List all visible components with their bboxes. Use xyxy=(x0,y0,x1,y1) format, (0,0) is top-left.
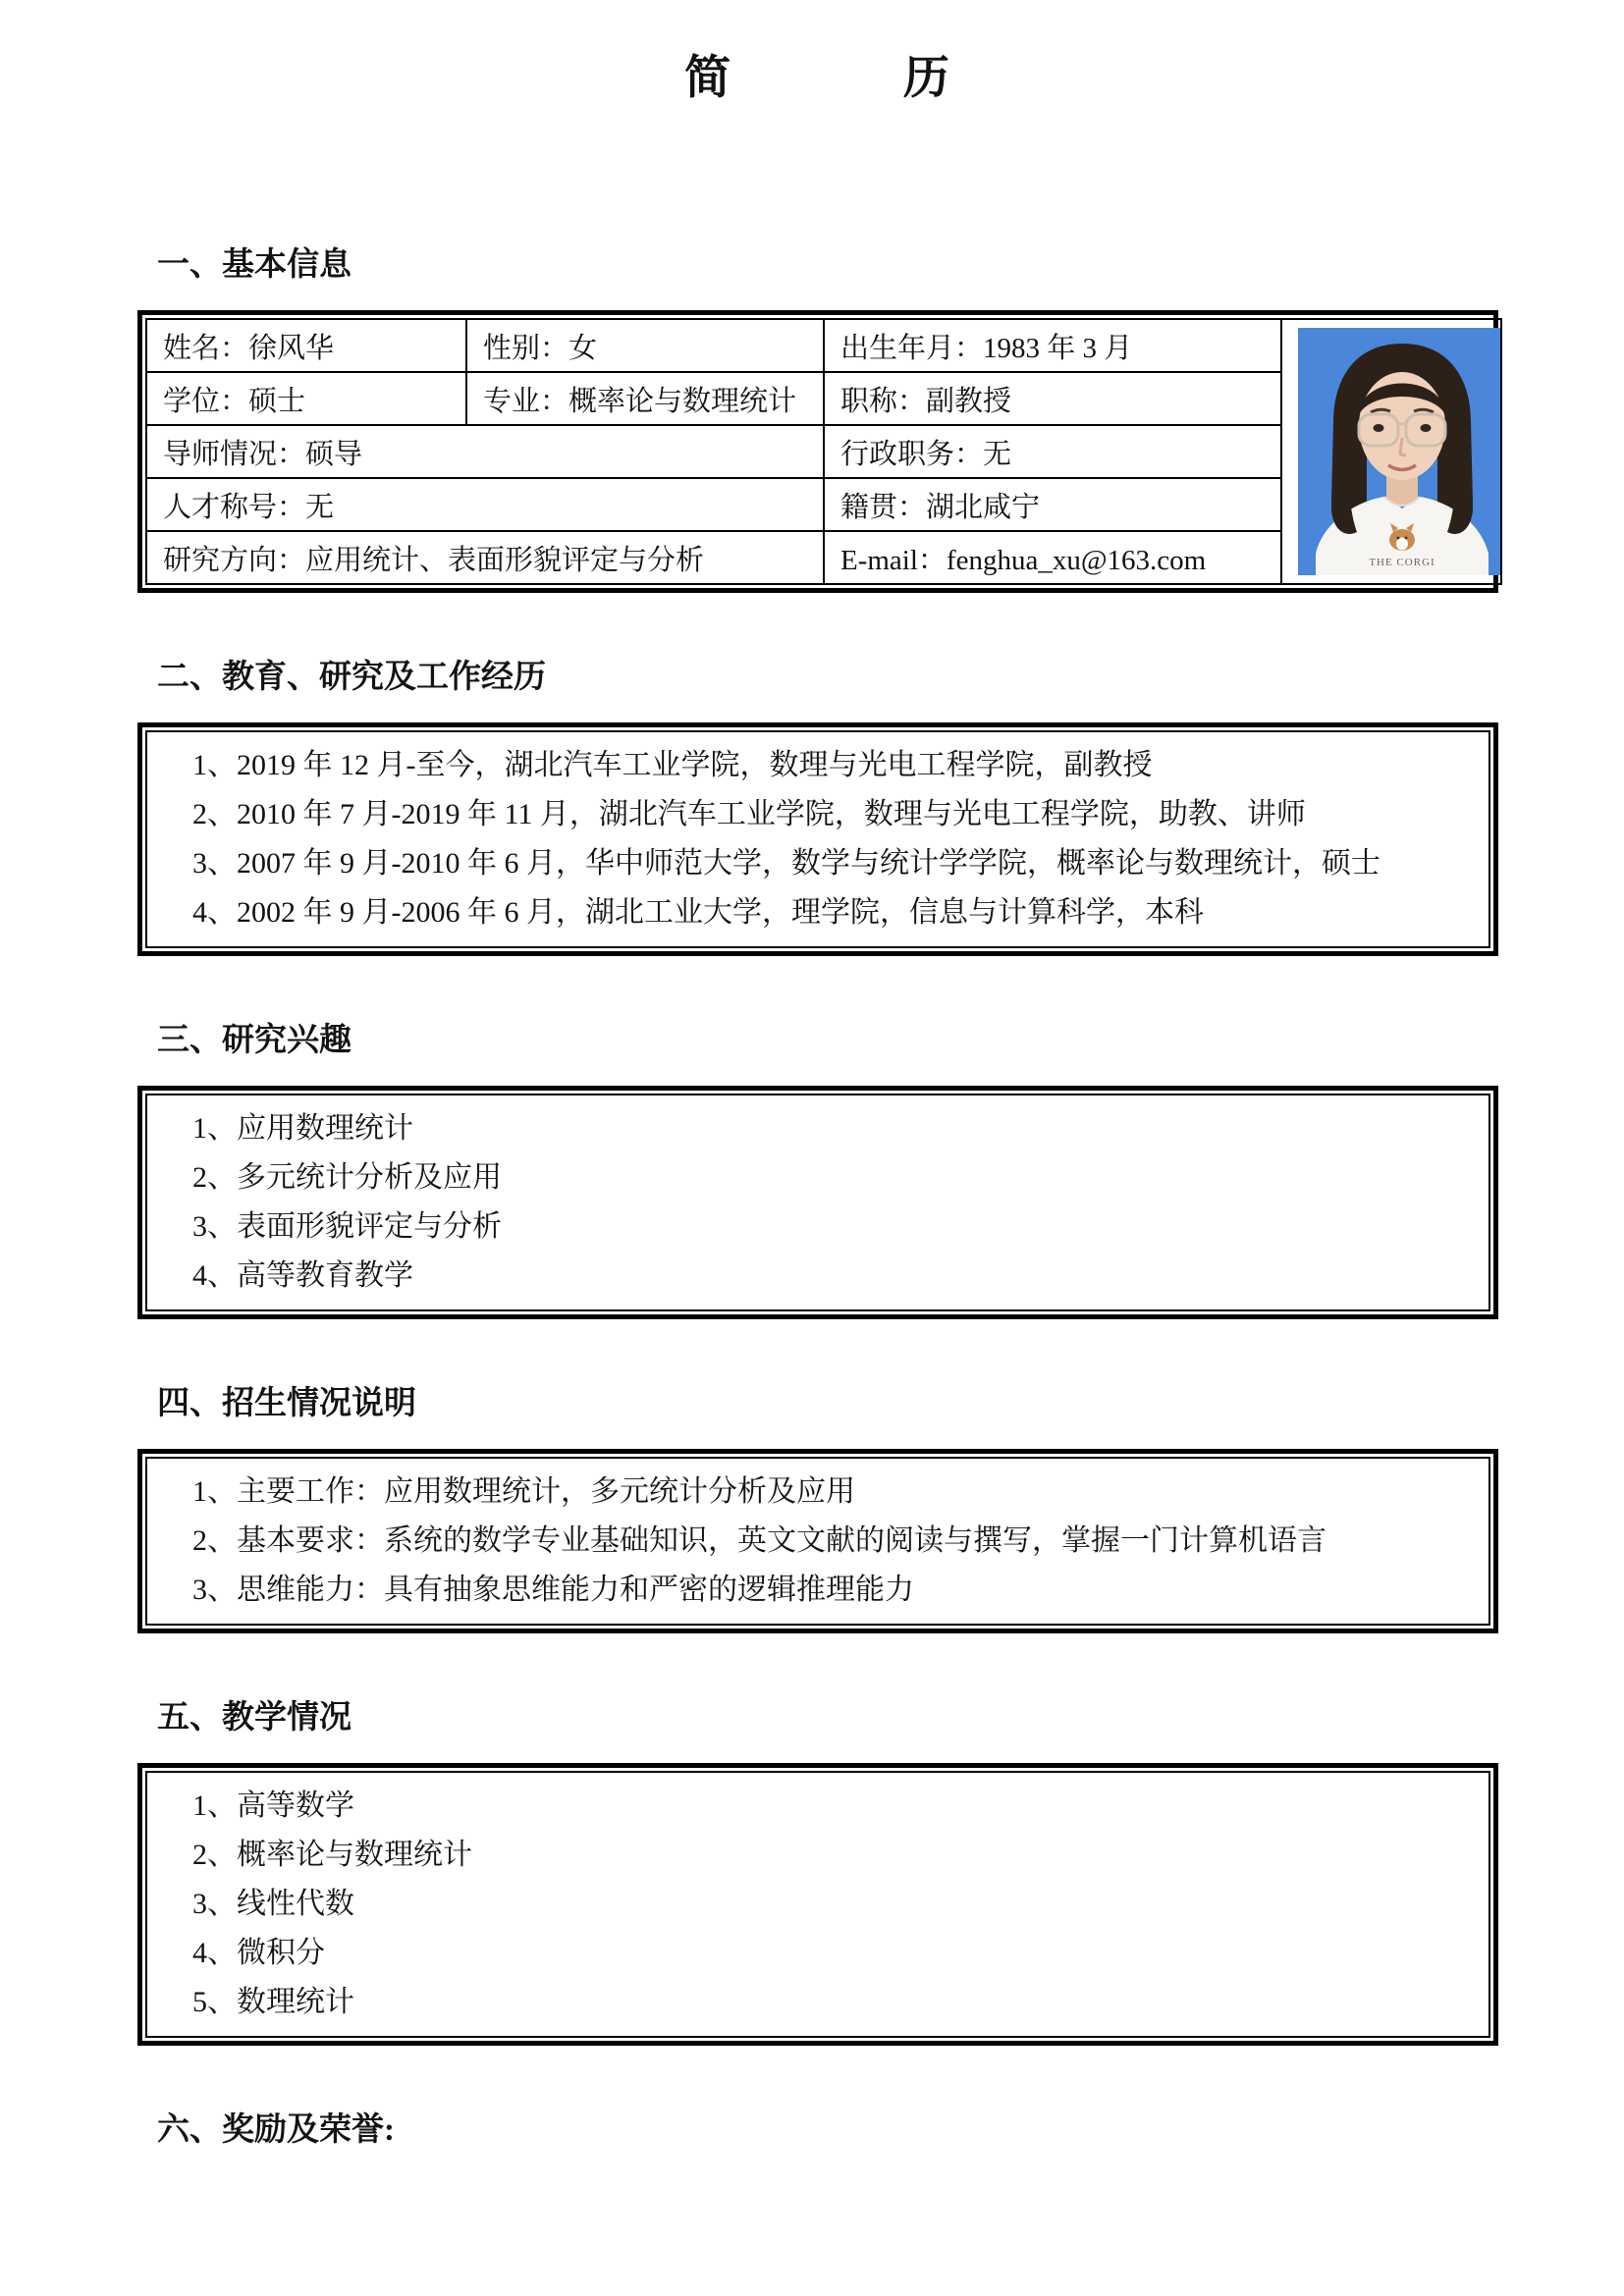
experience-item: 2、2010 年 7 月-2019 年 11 月，湖北汽车工业学院，数理与光电工程学院，助教、讲师 xyxy=(192,798,1306,830)
recruitment-item: 3、思维能力：具有抽象思维能力和严密的逻辑推理能力 xyxy=(192,1574,914,1606)
interest-item: 3、表面形貌评定与分析 xyxy=(192,1210,502,1243)
recruitment-item: 2、基本要求：系统的数学专业基础知识，英文文献的阅读与撰写，掌握一门计算机语言 xyxy=(192,1524,1326,1557)
section-heading-basic-info: 一、基本信息 xyxy=(157,247,352,283)
portrait-photo-illustration xyxy=(1298,328,1501,575)
recruitment-item: 1、主要工作：应用数理统计，多元统计分析及应用 xyxy=(192,1475,855,1508)
teaching-item: 4、微积分 xyxy=(192,1937,325,1969)
cell-email: E-mail：fenghua_xu@163.com xyxy=(824,531,1281,584)
cell-name: 姓名：徐风华 xyxy=(146,319,466,372)
section-heading-teaching: 五、教学情况 xyxy=(157,1700,352,1735)
teaching-box xyxy=(137,1763,1498,2046)
cell-gender: 性别：女 xyxy=(466,319,824,372)
interests-box xyxy=(137,1086,1498,1319)
page-title: 简 历 xyxy=(684,53,951,104)
table-row xyxy=(146,319,1501,372)
interest-item: 4、高等教育教学 xyxy=(192,1259,413,1292)
shirt-text: THE CORGI xyxy=(1369,557,1435,568)
cell-birth: 出生年月：1983 年 3 月 xyxy=(824,319,1281,372)
section-heading-experience: 二、教育、研究及工作经历 xyxy=(157,660,546,695)
teaching-item: 2、概率论与数理统计 xyxy=(192,1839,472,1871)
basic-info-table-frame xyxy=(137,310,1498,593)
experience-box xyxy=(137,722,1498,956)
cell-major: 专业：概率论与数理统计 xyxy=(466,372,824,425)
section-heading-interests: 三、研究兴趣 xyxy=(157,1023,352,1058)
recruitment-box xyxy=(137,1449,1498,1633)
interest-item: 2、多元统计分析及应用 xyxy=(192,1161,502,1194)
experience-item: 1、2019 年 12 月-至今，湖北汽车工业学院，数理与光电工程学院，副教授 xyxy=(192,749,1153,781)
teaching-item: 1、高等数学 xyxy=(192,1789,354,1822)
cell-talent-title: 人才称号：无 xyxy=(146,478,824,531)
experience-item: 3、2007 年 9 月-2010 年 6 月，华中师范大学，数学与统计学学院，概率论与数理统计，硕士 xyxy=(192,847,1380,880)
basic-info-table xyxy=(145,318,1502,585)
interest-item: 1、应用数理统计 xyxy=(192,1112,413,1145)
cell-admin-post: 行政职务：无 xyxy=(824,425,1281,478)
cell-research-direction: 研究方向：应用统计、表面形貌评定与分析 xyxy=(146,531,824,584)
cell-degree: 学位：硕士 xyxy=(146,372,466,425)
teaching-item: 3、线性代数 xyxy=(192,1888,354,1920)
cell-mentor: 导师情况：硕导 xyxy=(146,425,824,478)
section-heading-recruitment: 四、招生情况说明 xyxy=(157,1386,416,1421)
cell-hometown: 籍贯：湖北咸宁 xyxy=(824,478,1281,531)
teaching-item: 5、数理统计 xyxy=(192,1986,354,2018)
section-heading-awards: 六、奖励及荣誉: xyxy=(157,2112,395,2148)
cell-title: 职称：副教授 xyxy=(824,372,1281,425)
id-photo xyxy=(1281,319,1501,584)
experience-item: 4、2002 年 9 月-2006 年 6 月，湖北工业大学，理学院，信息与计算科学，本科 xyxy=(192,896,1204,929)
